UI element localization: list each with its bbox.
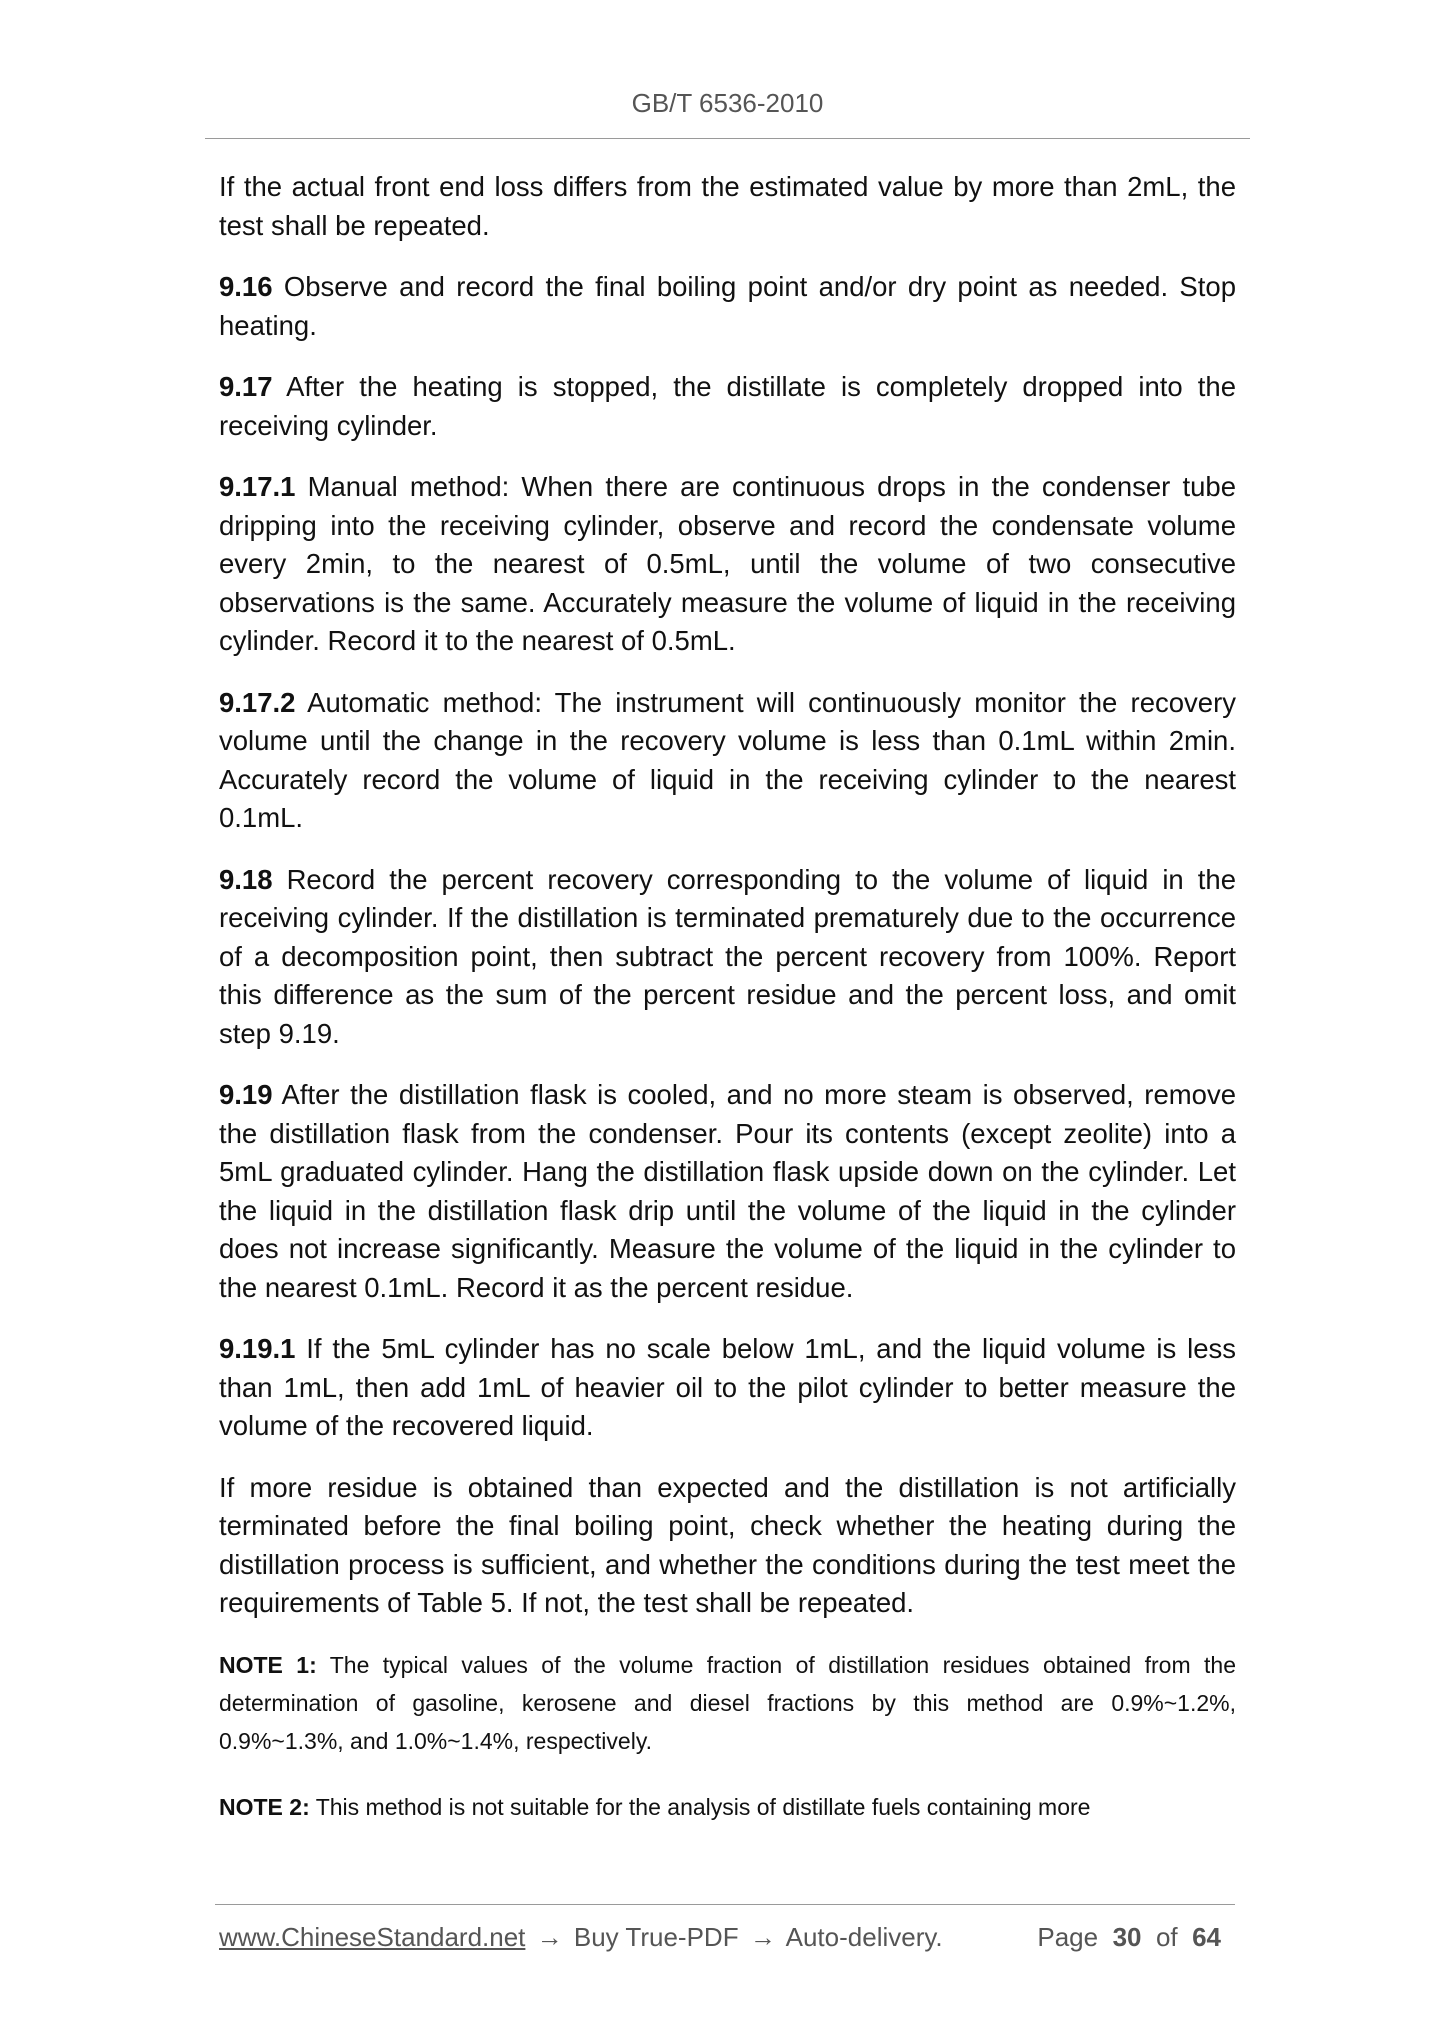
note-2 [219, 1788, 1236, 1826]
document-body [219, 168, 1236, 1854]
clause-9-16 [219, 268, 1236, 345]
clause-9-18 [219, 861, 1236, 1054]
buy-text: Buy True-PDF [573, 1922, 739, 1952]
note-text: This method is not suitable for the analysis of distillate fuels containing more [309, 1793, 1091, 1820]
clause-number: 9.18 [219, 863, 273, 895]
clause-text: Observe and record the final boiling point and/or dry point as needed. Stop heating. [219, 271, 1236, 341]
clause-9-17-2 [219, 684, 1236, 838]
header-divider [205, 138, 1250, 139]
footer-promo [219, 1922, 943, 1953]
arrow-right-icon: → [536, 1922, 563, 1952]
page-number: 30 [1112, 1922, 1142, 1952]
website-link[interactable]: www.ChineseStandard.net [219, 1922, 526, 1952]
clause-number: 9.16 [219, 271, 273, 302]
clause-number: 9.17 [219, 371, 273, 402]
clause-text: Automatic method: The instrument will continuously monitor the recovery volume until the change in the recovery volume is less than 0.1mL within 2min. Accurately record the volume of liquid in the receiving cylinder to the nearest 0.1mL. [219, 686, 1236, 833]
clause-text: Manual method: When there are continuous drops in the condenser tube dripping into the receiving cylinder, observe and record the condensate volume every 2min, to the nearest of 0.5mL, until the volume of two consecutive observations is the same. Accurately measure the volume of liquid in the receiving cylinder. Record it to the nearest of 0.5mL. [219, 471, 1236, 656]
clause-number: 9.17.1 [219, 471, 296, 502]
delivery-text: Auto-delivery. [785, 1922, 943, 1952]
note-label: NOTE 1: [219, 1651, 317, 1678]
arrow-right-icon: → [749, 1922, 776, 1952]
paragraph-residue-check: If more residue is obtained than expected and the distillation is not artificially terminated before the final boiling point, check whether the heating during the distillation process is sufficient, and whether the conditions during the test meet the requirements of Table 5. If not, the test shall be repeated. [219, 1471, 1236, 1618]
clause-9-17 [219, 368, 1236, 445]
clause-text: If the 5mL cylinder has no scale below 1mL, and the liquid volume is less than 1mL, then add 1mL of heavier oil to the pilot cylinder to better measure the volume of the recovered liquid. [219, 1333, 1236, 1441]
page-indicator [1037, 1922, 1221, 1953]
clause-number: 9.19 [219, 1079, 273, 1110]
page-label: Page [1037, 1922, 1099, 1952]
clause-text: After the distillation flask is cooled, and no more steam is observed, remove the distillation flask from the condenser. Pour its contents (except zeolite) into a 5mL graduated cylinder. Hang the distillation flask upside down on the cylinder. Let the liquid in the distillation flask drip until the volume of the liquid in the cylinder does not increase significantly. Measure the volume of the liquid in the cylinder to the nearest 0.1mL. Record it as the percent residue. [219, 1079, 1236, 1303]
note-1 [219, 1646, 1236, 1760]
paragraph-front-end-loss: If the actual front end loss differs from the estimated value by more than 2mL, the test shall be repeated. [219, 171, 1236, 241]
clause-9-19-1 [219, 1330, 1236, 1446]
standard-code: GB/T 6536-2010 [631, 88, 824, 118]
clause-text: Record the percent recovery corresponding to the volume of liquid in the receiving cylinder. If the distillation is terminated prematurely due to the occurrence of a decomposition point, then subtract the percent recovery from 100%. Report this difference as the sum of the percent residue and the percent loss, and omit step 9.19. [219, 863, 1236, 1049]
footer-divider [215, 1904, 1235, 1905]
page-header [205, 88, 1250, 119]
total-pages: 64 [1192, 1922, 1221, 1952]
clause-number: 9.17.2 [219, 686, 296, 718]
clause-text: After the heating is stopped, the distillate is completely dropped into the receiving cylinder. [219, 371, 1236, 441]
clause-9-17-1 [219, 468, 1236, 661]
clause-number: 9.19.1 [219, 1333, 296, 1364]
note-label: NOTE 2: [219, 1793, 310, 1820]
note-text: The typical values of the volume fraction of distillation residues obtained from the determination of gasoline, kerosene and diesel fractions by this method are 0.9%~1.2%, 0.9%~1.3%, and 1.0%~1.4%, respectively. [219, 1651, 1236, 1754]
of-label: of [1155, 1922, 1178, 1952]
clause-9-19 [219, 1076, 1236, 1307]
